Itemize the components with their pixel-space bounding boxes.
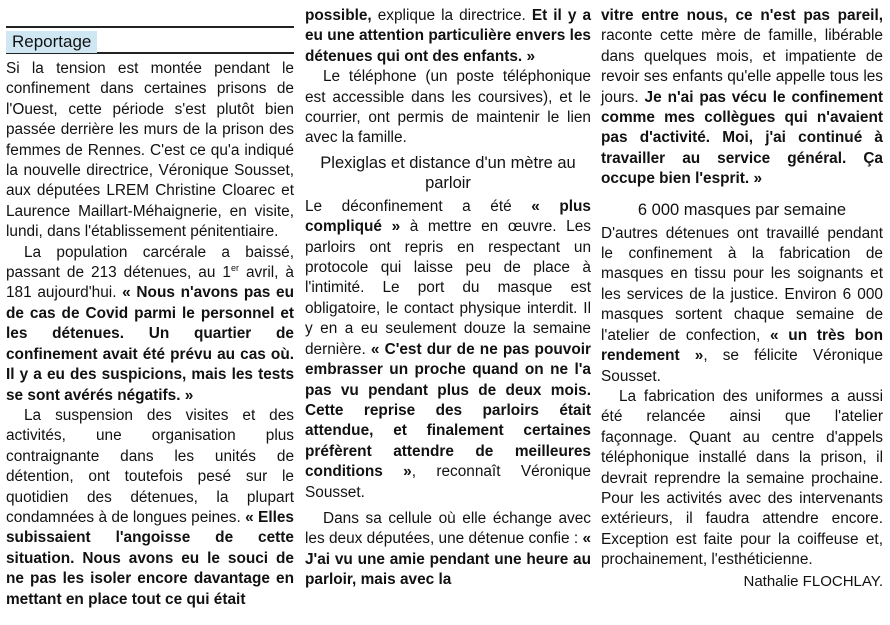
- text-span: à mettre en œuvre. Les parloirs ont repris en respectant un protocole qui laisse peu de place à l'intimité. Le port du masque est obligatoire, le contact physique interdit. Il y en a eu seulement douze la semaine dernière.: [305, 218, 591, 358]
- superscript: er: [230, 262, 239, 273]
- paragraph-population: [6, 243, 294, 406]
- paragraph-cellule: [305, 509, 591, 591]
- quote-bold: « Elles subissaient l'angoisse de cette situation. Nous avons eu le souci de ne pas les isoler encore davantage en mettant en place tout ce qui était: [6, 508, 294, 608]
- quote-bold: « plus compliqué »: [305, 197, 591, 236]
- text-span: La population carcérale a baissé, passant de 213 détenues, au 1: [6, 243, 294, 282]
- rubric-label: Reportage: [6, 31, 97, 53]
- text-span: avril, à 181 aujourd'hui.: [6, 264, 294, 302]
- quote-bold: « un très bon rendement »: [601, 326, 883, 365]
- text-span: explique la directrice.: [371, 7, 532, 24]
- paragraph-intro: Si la tension est montée pendant le confinement dans certaines prisons de l'Ouest, cette période s'est plutôt bien passée derrière les murs de la prison des femmes de Rennes. C'est ce qu'a indiqué la nouvelle directrice, Véronique Sousset, aux députées LREM Christine Cloarec et Laurence Maillart-Méhaignerie, en visite, lundi, dans l'établissement pénitentiaire.: [6, 60, 294, 241]
- quote-bold: Et il y a eu une attention particulière envers les détenues qui ont des enfants. »: [305, 7, 592, 65]
- text-span: Dans sa cellule où elle échange avec les deux députées, une détenue confie :: [305, 509, 591, 548]
- quote-bold: « Nous n'avons pas eu de cas de Covid parmi le personnel et les détenues. Un quartier de confinement avait été prévu au cas où. Il y a eu des suspicions, mais les tests se sont avérés négatifs. »: [6, 284, 295, 404]
- text-span: D'autres détenues ont travaillé pendant le confinement à la fabrication de masques en tissu pour les soignants et les services de la justice. Environ 6 000 masques sortent chaque semaine de l'atelier de confection,: [601, 224, 883, 344]
- paragraph-continuation: [305, 6, 591, 67]
- text-span: raconte cette mère de famille, libérable dans quelques mois, et impatiente de revoir ses enfants qu'elle appelle tous les jours.: [601, 27, 883, 106]
- paragraph-deconfinement: [305, 197, 591, 503]
- text-span: , se félicite Véronique Sousset.: [601, 347, 883, 385]
- author-signature: Nathalie FLOCHLAY.: [743, 572, 883, 590]
- paragraph-suspension: [6, 406, 294, 610]
- column-1: [6, 0, 294, 625]
- column-3: [601, 0, 883, 625]
- rubric-header: [6, 26, 294, 54]
- column-2: [305, 0, 591, 625]
- text-span: , reconnaît Véronique Sousset.: [305, 463, 591, 501]
- quote-bold: vitre entre nous, ce n'est pas pareil,: [601, 7, 883, 24]
- text-span: Le déconfinement a été: [305, 197, 532, 215]
- text-span: La suspension des visites et des activités, une organisation plus contraignante dans les unités de détention, ont toutefois pesé sur le quotidien des détenues, la plupart condamnées à de longues peines.: [6, 406, 294, 526]
- subheading-plexiglas: Plexiglas et distance d'un mètre au parloir: [320, 153, 576, 192]
- paragraph-telephone: Le téléphone (un poste téléphonique est accessible dans les coursives), et le courrier, ont permis de maintenir le lien avec la famille.: [305, 68, 591, 147]
- quote-bold: « J'ai vu une amie pendant une heure au parloir, mais avec la: [305, 530, 591, 589]
- paragraph-vitre: [601, 6, 883, 190]
- subheading-masques: 6 000 masques par semaine: [637, 200, 847, 219]
- paragraph-masques: [601, 224, 883, 387]
- quote-bold: Je n'ai pas vécu le confinement comme mes collègues qui n'avaient pas d'activité. Moi, j'ai continué à travailler au service général. Ça occupe bien l'esprit. »: [601, 88, 883, 188]
- paragraph-uniformes: La fabrication des uniformes a aussi été relancée ainsi que l'atelier façonnage. Quant au centre d'appels téléphonique installé dans la prison, il devrait reprendre la semaine prochaine. Pour les activités avec des intervenants extérieurs, il faudra attendre encore. Exception est faite pour la coiffeuse et, prochainement, l'esthéticienne.: [601, 387, 883, 569]
- quote-bold: « C'est dur de ne pas pouvoir embrasser un proche quand on ne l'a pas vu pendant plus de deux mois. Cette reprise des parloirs était attendue, et finalement certaines préfèrent attendre de meilleures conditions »: [305, 340, 591, 481]
- quote-bold: possible,: [305, 7, 372, 24]
